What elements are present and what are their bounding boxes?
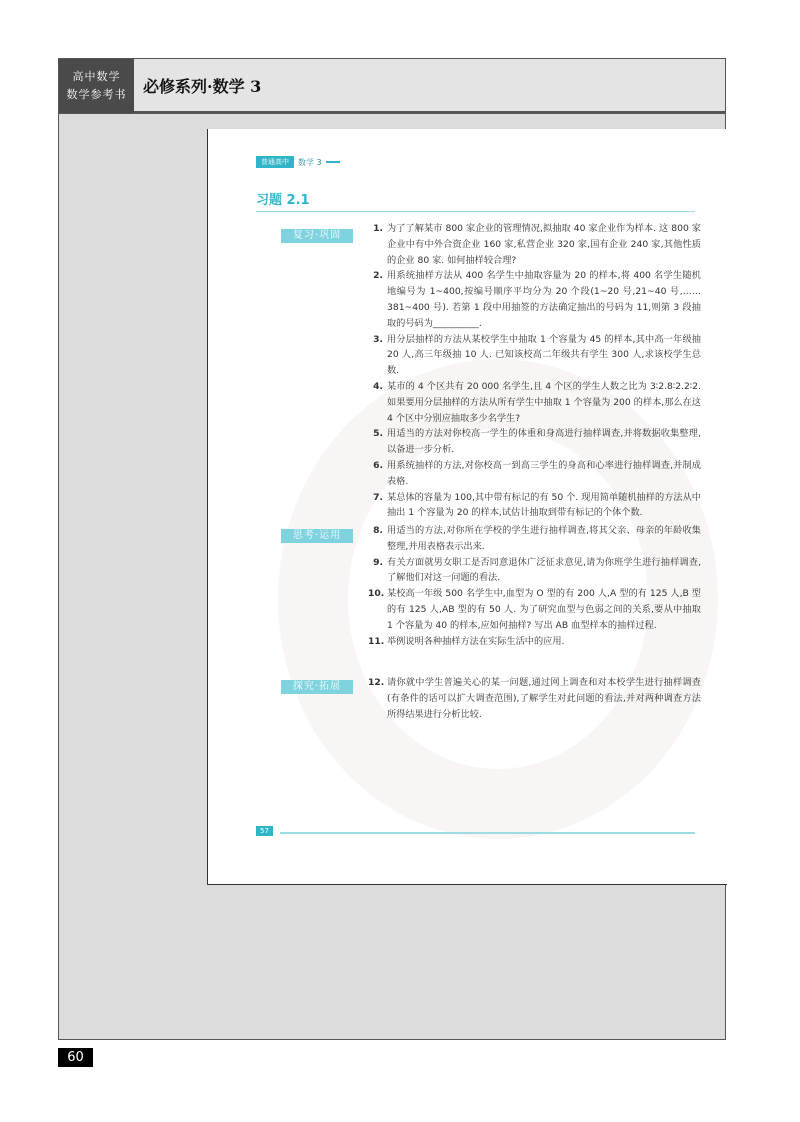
series-badge	[59, 59, 134, 113]
textbook-page	[207, 129, 727, 885]
title-rule	[256, 211, 695, 212]
exercise-text: 某总体的容量为 100,其中带有标记的有 50 个. 现用简单随机抽样的方法从中抽出 1 个容量为 20 的样本,试估计抽取到带有标记的个体个数.	[387, 491, 701, 519]
exercise-number: 3.	[373, 333, 383, 345]
exercise-text: 举例说明各种抽样方法在实际生活中的应用.	[387, 635, 565, 647]
book-chip: 普通高中	[256, 156, 294, 168]
exercise-number: 5.	[373, 428, 383, 440]
exercise-text: 请你就中学生普遍关心的某一问题,通过网上调查和对本校学生进行抽样调查(有条件的话可以扩大调查范围),了解学生对此问题的看法,并对两种调查方法所得结果进行分析比较.	[387, 677, 701, 720]
running-head-rule	[326, 161, 340, 163]
exercise-number: 10.	[368, 588, 385, 600]
category-label-apply: 思考·运用	[281, 529, 353, 543]
exercise-text: 某校高一年级 500 名学生中,血型为 O 型的有 200 人,A 型的有 125 人,B 型的有 125 人,AB 型的有 50 人. 为了研究血型与色弱之间的关系,要从中抽取 1 个容量为 40 的样本,应如何抽样? 写出 AB 血型样本的抽样过程.	[387, 588, 701, 631]
exercise-item	[368, 523, 701, 555]
exercise-number: 9.	[373, 556, 383, 568]
exercise-number: 8.	[373, 525, 383, 536]
footer-rule	[280, 832, 695, 834]
category-label-review: 复习·巩固	[281, 229, 353, 243]
exercise-text: 为了了解某市 800 家企业的管理情况,拟抽取 40 家企业作为样本. 这 800 家企业中有中外合资企业 160 家,私营企业 320 家,国有企业 240 家,其他性质的企业 80 家. 如何抽样较合理?	[387, 223, 701, 266]
exercise-item	[368, 458, 701, 490]
exercise-item	[368, 634, 701, 650]
exercise-item	[368, 555, 701, 587]
badge-line2: 数学参考书	[66, 88, 127, 101]
exercise-number: 6.	[373, 459, 383, 471]
book-name: 数学 3	[298, 157, 322, 167]
exercise-number: 2.	[373, 270, 383, 282]
exercise-list-explore	[368, 675, 701, 722]
exercise-number: 1.	[373, 223, 383, 234]
exercise-list-review	[368, 221, 701, 521]
exercise-text: 用分层抽样的方法从某校学生中抽取 1 个容量为 45 的样本,其中高一年级抽 20 人,高三年级抽 10 人. 已知该校高二年级共有学生 300 人,求该校学生总数.	[387, 333, 701, 377]
inner-page-tag: 57	[256, 826, 273, 836]
running-head	[256, 156, 340, 168]
exercise-item	[368, 426, 701, 458]
exercise-number: 7.	[373, 491, 383, 503]
exercise-item	[368, 268, 701, 331]
exercise-text: 用系统抽样的方法,对你校高一到高三学生的身高和心率进行抽样调查,并制成表格.	[387, 459, 701, 487]
series-title: 必修系列·数学 3	[143, 77, 262, 96]
exercise-item	[368, 332, 701, 379]
exercise-number: 12.	[368, 677, 385, 688]
header-band	[58, 58, 726, 114]
exercise-item	[368, 379, 701, 426]
exercise-text: 用系统抽样方法从 400 名学生中抽取容量为 20 的样本,将 400 名学生随机地编号为 1~400,按编号顺序平均分为 20 个段(1~20 号,21~40 号,……381~400 号). 若第 1 段中用抽签的方法确定抽出的号码为 11,则第 3 段抽取的号码为__________.	[387, 270, 701, 329]
header-rule	[134, 111, 725, 113]
exercise-number: 11.	[368, 635, 385, 647]
section-title: 习题 2.1	[256, 193, 310, 208]
exercise-list-apply	[368, 523, 701, 649]
exercise-text: 有关方面就男女职工是否同意退休广泛征求意见,请为你班学生进行抽样调查,了解他们对这一问题的看法.	[387, 556, 701, 584]
exercise-text: 用适当的方法对你校高一学生的体重和身高进行抽样调查,并将数据收集整理,以备进一步分析.	[387, 428, 701, 456]
category-label-explore: 探究·拓展	[281, 680, 353, 694]
exercise-text: 某市的 4 个区共有 20 000 名学生,且 4 个区的学生人数之比为 3∶2.8∶2.2∶2. 如果要用分层抽样的方法从所有学生中抽取 1 个容量为 200 的样本,那么在这 4 个区中分别应抽取多少名学生?	[387, 380, 701, 424]
exercise-item	[368, 675, 701, 722]
exercise-text: 用适当的方法,对你所在学校的学生进行抽样调查,将其父亲、母亲的年龄收集整理,并用表格表示出来.	[387, 525, 701, 552]
exercise-number: 4.	[373, 380, 383, 392]
page-number: 60	[58, 1048, 93, 1067]
exercise-item	[368, 586, 701, 633]
badge-line1: 高中数学	[72, 70, 121, 83]
exercise-item	[368, 490, 701, 522]
exercise-item	[368, 221, 701, 268]
